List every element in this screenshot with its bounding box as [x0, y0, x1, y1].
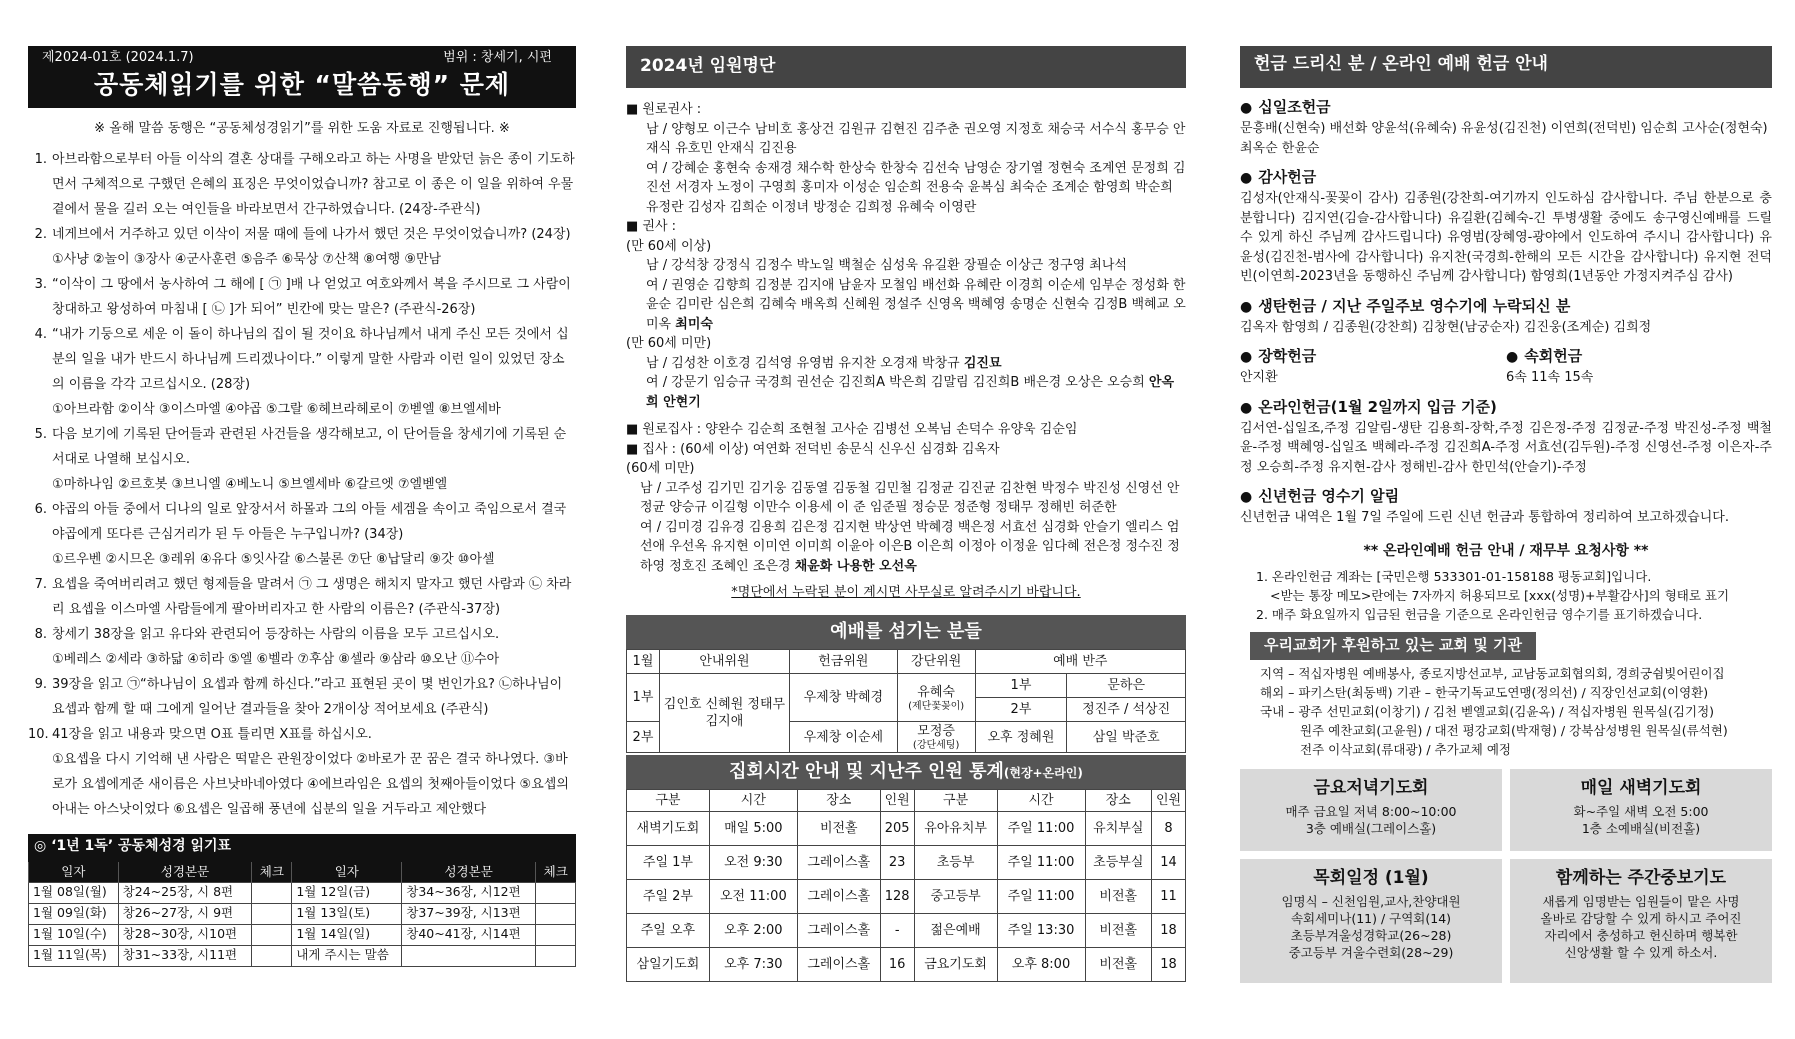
prayer-line: 신앙생활 할 수 있게 하소서. [1564, 944, 1718, 960]
wt-team-head: 예배 반주 [975, 650, 1185, 674]
question-number: 10. [28, 727, 49, 743]
table-row [29, 882, 576, 903]
stats-cell: 8 [1152, 812, 1186, 846]
stats-header-cell: 장소 [797, 790, 880, 812]
online-guide-line: <받는 통장 메모>란에는 7자까지 허용되므로 [xxx(성명)+부활감사]의 형태로 표기 [1270, 588, 1730, 603]
over60-label: (만 60세 이상) [626, 238, 712, 254]
online-heading-text: 온라인헌금(1월 2일까지 입금 기준) [1258, 397, 1497, 416]
support-line: 국내 – 광주 선민교회(이창기) / 김천 벧엘교회(김윤옥) / 적십자병원 원목실(김기정) [1260, 703, 1715, 719]
question-item [28, 622, 576, 672]
stats-cell: 주일 1부 [627, 846, 710, 880]
stats-header-cell: 구분 [914, 790, 997, 812]
question-number: 1. [34, 152, 47, 168]
question-text: “이삭이 그 땅에서 농사하여 그 해에 [ ㉠ ]배 나 얻었고 여호와께서 복을 주시므로 그 사람이 창대하고 왕성하여 마침내 [ ㉡ ]가 되어” 빈칸에 맞는 말은? (주관식-26장) [52, 277, 571, 318]
quiz-note: ※ 올해 말씀 동행은 “공동체성경읽기”를 위한 도움 자료로 진행됩니다. ※ [94, 121, 510, 136]
support-list [1240, 664, 1772, 759]
question-body [52, 572, 576, 622]
stats-cell: 16 [880, 948, 914, 982]
stats-cell: 젊은예배 [914, 914, 997, 948]
over60-female-new: 최미숙 [675, 316, 713, 332]
support-line: 전주 이삭교회(류대광) / 추가교체 예정 [1300, 741, 1511, 757]
stats-header-cell: 인원 [1152, 790, 1186, 812]
question-body [52, 622, 576, 672]
under60-label: (만 60세 미만) [626, 336, 712, 351]
question-options: ①르우벤 ②시므온 ③레위 ④유다 ⑤잇사갈 ⑥스불론 ⑦단 ⑧납달리 ⑨갓 ⑩아셀 [52, 552, 495, 568]
dawn-prayer-box [1510, 769, 1772, 851]
tithe-list: 문흥배(신현숙) 배선화 양윤석(유혜숙) 유윤성(김진천) 이연희(전덕빈) 임순희 고사순(정현숙) 최옥순 한윤순 [1240, 121, 1768, 156]
dawn-prayer-title: 매일 새벽기도회 [1580, 777, 1702, 798]
check-cell[interactable] [252, 945, 292, 966]
under60-female-names: 여 / 강문기 임승규 국경희 권선순 김진희A 박은희 김말림 김진희B 배은경 오상은 오승희 [646, 375, 1145, 390]
question-text: 네게브에서 거주하고 있던 이삭이 저물 때에 들에 나가서 했던 것은 무엇이었습니까? (24장) [52, 227, 571, 243]
stats-cell: 오후 2:00 [709, 914, 797, 948]
online-guide-line: 1. 온라인헌금 계좌는 [국민은행 533301-01-158188 평동교회]입니다. [1256, 569, 1652, 584]
table-row [627, 948, 1186, 982]
prayer-line: 올바로 감당할 수 있게 하시고 주어진 [1540, 910, 1742, 926]
birth-heading [1240, 295, 1772, 318]
stats-header-cell: 시간 [709, 790, 797, 812]
wt-offering-head: 헌금위원 [789, 650, 897, 674]
question-list [28, 147, 576, 822]
online-guide-title: ** 온라인예배 헌금 안내 / 재무부 요청사항 ** [1363, 542, 1649, 559]
question-options: ①아브라함 ②이삭 ③이스마엘 ④야곱 ⑤그랄 ⑥헤브라헤로이 ⑦벧엘 ⑧브엘세바 [52, 402, 501, 418]
question-body [52, 672, 576, 722]
over60-female [626, 276, 1186, 335]
check-cell[interactable] [536, 924, 576, 945]
question-item [28, 497, 576, 572]
deacons-female [626, 518, 1186, 577]
wt-altar2 [897, 722, 975, 753]
question-number: 8. [34, 627, 47, 643]
bullet-icon: ● [1240, 298, 1253, 315]
reading-header-cell: 일자 [292, 862, 402, 882]
over60-female-names: 여 / 권영순 김향희 김정분 김지애 남윤자 모철임 배선화 유혜란 이경희 이순세 임부순 정성화 한윤순 김미란 심은희 김혜숙 배옥희 신혜원 정설주 신영옥 백혜영 송명순 신현숙 김정B 백혜교 오미옥 [646, 277, 1186, 332]
stats-cell: 금요기도회 [914, 948, 997, 982]
online-list: 김서연-십일조,주정 김알림-생탄 김용희-장학,주정 김은정-주정 김정균-주정 박진성-주정 백철윤-주정 백혜영-십일조 백혜라-주정 김진희A-주정 서효선(김두원)-주정 신영선-주정 이은자-주정 오승희-주정 유지현-감사 정해빈-감사 한민석(안슬기)-주정 [1240, 420, 1772, 475]
wt-offering2: 우제창 이순세 [789, 722, 897, 753]
question-item [28, 672, 576, 722]
stats-title-small: (현장+온라인) [1003, 766, 1083, 781]
under60-male-names: 남 / 김성찬 이호경 김석영 유영범 유지찬 오경재 박창규 [646, 355, 960, 371]
wt-team3b: 삼일 박준호 [1067, 722, 1186, 753]
elder-deacons: ■ 원로집사 : 양완수 김순희 조현철 고사순 김병선 오복님 손덕수 유양욱 김순임 [626, 422, 1078, 437]
wt-team2a: 2부 [975, 698, 1067, 722]
reading-cell: 1월 13일(토) [292, 903, 402, 924]
stats-cell: 주일 11:00 [997, 880, 1085, 914]
reading-header-cell: 성경본문 [402, 862, 536, 882]
stats-cell: 주일 2부 [627, 880, 710, 914]
question-number: 4. [34, 327, 47, 343]
birth-heading-text: 생탄헌금 / 지난 주일주보 영수기에 누락되신 분 [1258, 296, 1571, 315]
prayer-line: 새롭게 임명받는 임원들이 맡은 사명 [1542, 893, 1740, 909]
stats-cell: 비전홀 [1085, 880, 1152, 914]
stats-cell: 중고등부 [914, 880, 997, 914]
reading-header-cell: 체크 [536, 862, 576, 882]
question-number: 2. [34, 227, 47, 243]
support-line: 지역 – 적십자병원 예배봉사, 종로지방선교부, 교남동교회협의회, 경희궁쉼빛어린이집 [1260, 665, 1725, 681]
check-cell[interactable] [252, 924, 292, 945]
question-number: 3. [34, 277, 47, 293]
reading-cell: 1월 11일(목) [29, 945, 119, 966]
question-item [28, 572, 576, 622]
stats-title [626, 755, 1186, 789]
wt-row2: 2부 [627, 722, 660, 753]
deacons-label: ■ 집사 : (60세 이상) 여연화 전덕빈 송문식 신우신 심경화 김옥자 [626, 441, 1000, 457]
stats-cell: 초등부 [914, 846, 997, 880]
table-row [627, 880, 1186, 914]
dawn-prayer-line: 화~주일 새벽 오전 5:00 [1573, 803, 1709, 819]
table-row [627, 812, 1186, 846]
reading-cell: 1월 10일(수) [29, 924, 119, 945]
bullet-icon: ● [1506, 349, 1519, 365]
question-text: 야곱의 아들 중에서 디나의 일로 앞장서서 하몰과 그의 아들 세겜을 속이고 죽임으로서 결국 야곱에게 또다른 근심거리가 된 두 아들은 누구입니까? (34장) [52, 502, 567, 543]
question-text: “내가 기둥으로 세운 이 돌이 하나님의 집이 될 것이요 하나님께서 내게 주신 모든 것에서 십분의 일을 내가 반드시 하나님께 드리겠나이다.” 이렇게 말한 사람과 이런 일이 있었던 장소의 이름을 각각 고르십시오. (28장) [52, 327, 569, 393]
stats-cell: 유치부실 [1085, 812, 1152, 846]
reading-cell: 1월 12일(금) [292, 882, 402, 903]
stats-cell: 그레이스홀 [797, 880, 880, 914]
reading-cell: 창40~41장, 시14편 [402, 924, 536, 945]
question-text: 창세기 38장을 읽고 유다와 관련되어 등장하는 사람의 이름을 모두 고르십시오. [52, 627, 500, 643]
stats-cell: 주일 오후 [627, 914, 710, 948]
question-number: 5. [34, 427, 47, 443]
stats-cell: 128 [880, 880, 914, 914]
thanks-list: 김성자(안재식-꽃꽂이 감사) 김종원(강찬희-여기까지 인도하심 감사합니다. 주님 한분으로 충분합니다) 김지연(김슬-감사합니다) 유길환(김혜숙-긴 투병생활 중에도 송구영신예배를 드릴 수 있게 하신 주님께 감사드립니다) 유영범(장혜영-광야에서 인도하여 주시니 감사합니다) 유윤성(김진천-범사에 감사합니다) 유지찬(국경희-한해의 모든 시간을 감사합니다) 유지현 전덕빈(이연희-2023년을 동행하신 주님께 감사합니다) 함영희(1년동안 가정지켜주심 감사) [1240, 191, 1772, 284]
stats-cell: 그레이스홀 [797, 948, 880, 982]
quiz-header [28, 46, 576, 108]
question-body [52, 322, 576, 422]
stats-cell: 삼일기도회 [627, 948, 710, 982]
reading-cell: 창24~25장, 시 8편 [118, 882, 252, 903]
friday-prayer-title: 금요저녁기도회 [1313, 777, 1429, 798]
question-options: ①사냥 ②놀이 ③장사 ④군사훈련 ⑤음주 ⑥묵상 ⑦산책 ⑧여행 ⑨만남 [52, 252, 442, 268]
friday-prayer-line: 3층 예배실(그레이스홀) [1305, 820, 1437, 836]
question-item [28, 422, 576, 497]
wt-altar2-name: 모정증 [917, 724, 955, 740]
cell-offering-heading-text: 속회헌금 [1524, 347, 1583, 365]
question-options: ①요셉을 다시 기억해 낸 사람은 떡맡은 관원장이었다 ②바로가 꾼 꿈은 결국 하나였다. ③바로가 요셉에게준 새이름은 사브낫바네아였다 ④에브라임은 요셉의 첫째아들이었다 ⑤요셉의 아내는 아스낫이었다 ⑥요셉은 일곱해 풍년에 십분의 일을 거두라고 제안했다 [52, 752, 569, 818]
stats-cell: 그레이스홀 [797, 846, 880, 880]
reading-cell: 창26~27장, 시 9편 [118, 903, 252, 924]
reading-cell: 창28~30장, 시10편 [118, 924, 252, 945]
reading-cell: 창37~39장, 시13편 [402, 903, 536, 924]
officers-header: 2024년 임원명단 [626, 46, 1186, 88]
bullet-icon: ● [1240, 100, 1253, 116]
stats-cell: - [880, 914, 914, 948]
stats-table [626, 789, 1186, 982]
table-row [29, 924, 576, 945]
schedule-line: 임명식 – 신천임원,교사,찬양대원 [1281, 893, 1461, 909]
over60-male: 남 / 강석창 강정식 김정수 박노일 백철순 심성욱 유길환 장필순 이상근 정구영 최나석 [646, 258, 1127, 273]
deacons-female-names: 여 / 김미경 김유경 김용희 김은정 김지현 박상연 박혜경 백은정 서효선 심경화 안슬기 엘리스 엄선애 우선옥 유지현 이미연 이미희 이윤아 이은B 이은희 이정아 이정윤 임다혜 전은정 정수진 정하영 정호진 조혜인 조은경 [640, 519, 1180, 574]
quiz-title: 공동체읽기를 위한 “말씀동행” 문제 [93, 70, 511, 99]
stats-cell: 주일 13:30 [997, 914, 1085, 948]
reading-cell: 1월 14일(일) [292, 924, 402, 945]
stats-cell: 205 [880, 812, 914, 846]
stats-title-text: 집회시간 안내 및 지난주 인원 통계 [729, 761, 1004, 783]
officers-list [626, 100, 1186, 576]
online-heading [1240, 396, 1772, 419]
question-options: ①마하나임 ②르호봇 ③브니엘 ④베노니 ⑤브엘세바 ⑥갈르엣 ⑦엘벧엘 [52, 477, 448, 493]
weekly-prayer-title: 함께하는 주간중보기도 [1555, 867, 1727, 888]
table-row [29, 903, 576, 924]
stats-cell: 주일 11:00 [997, 812, 1085, 846]
wt-altar1-name: 유혜숙 [917, 684, 955, 700]
stats-cell: 오전 11:00 [709, 880, 797, 914]
under60b-label: (60세 미만) [626, 461, 695, 476]
question-text: 요셉을 죽여버리려고 했던 형제들을 말려서 ㉠ 그 생명은 해치지 말자고 했던 사람과 ㉡ 차라리 요셉을 이스마엘 사람들에게 팔아버리자고 한 사람의 이름은? (주관식-37장) [52, 577, 572, 618]
thanks-heading [1240, 166, 1772, 189]
gwonsa-label: ■ 권사 : [626, 219, 677, 234]
issue-number: 제2024-01호 (2024.1.7) [42, 50, 194, 65]
under60-male [626, 354, 1186, 374]
officers-column [626, 46, 1186, 982]
question-item [28, 222, 576, 272]
online-guide-line: 2. 매주 화요일까지 입금된 헌금을 기준으로 온라인헌금 영수기를 표기하겠습니다. [1256, 607, 1703, 622]
quiz-column [28, 46, 576, 967]
stats-cell: 비전홀 [1085, 914, 1152, 948]
reading-header-cell: 일자 [29, 862, 119, 882]
wt-row1: 1부 [627, 674, 660, 722]
reading-cell: 창31~33장, 시11편 [118, 945, 252, 966]
stats-cell: 오전 9:30 [709, 846, 797, 880]
reading-plan-table [28, 862, 576, 967]
under60-female-new: 안옥희 안현기 [646, 375, 1175, 410]
question-options: ①베레스 ②세라 ③하닯 ④히라 ⑤엘 ⑥벨라 ⑦후삼 ⑧셀라 ⑨삼라 ⑩오난 ⑪수아 [52, 652, 500, 668]
question-text: 39장을 읽고 ㉠“하나님이 요셉과 함께 하신다.”라고 표현된 곳이 몇 번인가요? ㉡하나님이 요셉과 함께 할 때 그에게 일어난 결과들을 찾아 2개이상 적어보세요 (주관식) [52, 677, 563, 718]
offering-header: 헌금 드리신 분 / 온라인 예배 헌금 안내 [1240, 46, 1772, 88]
question-item [28, 322, 576, 422]
under60-female [626, 373, 1186, 412]
reading-header-cell: 체크 [252, 862, 292, 882]
under60-male-new: 김진묘 [963, 355, 1002, 371]
wt-team1b: 문하은 [1067, 674, 1186, 698]
reading-cell: 창34~36장, 시12편 [402, 882, 536, 903]
question-body [52, 272, 576, 322]
stats-header-cell: 장소 [1085, 790, 1152, 812]
prayer-line: 자리에서 충성하고 헌신하며 행복한 [1544, 927, 1738, 943]
support-line: 해외 – 파키스탄(최동백) 기관 – 한국기독교도연맹(정의선) / 직장인선교회(이영환) [1260, 684, 1709, 700]
stats-header-cell: 인원 [880, 790, 914, 812]
question-item [28, 147, 576, 222]
question-item [28, 722, 576, 822]
stats-cell: 오후 7:30 [709, 948, 797, 982]
stats-cell: 비전홀 [1085, 948, 1152, 982]
wt-team3a: 오후 정혜원 [975, 722, 1067, 753]
stats-cell: 18 [1152, 948, 1186, 982]
reading-cell: 내게 주시는 말씀 [292, 945, 402, 966]
reading-range: 범위 : 창세기, 시편 [443, 50, 552, 65]
reading-cell: 1월 08일(월) [29, 882, 119, 903]
pastoral-schedule-box [1240, 859, 1502, 983]
weekly-prayer-box [1510, 859, 1772, 983]
reading-plan-title: ◎ ‘1년 1독’ 공동체성경 읽기표 [28, 834, 576, 862]
stats-cell: 그레이스홀 [797, 914, 880, 948]
wt-altar1 [897, 674, 975, 722]
question-body [52, 722, 576, 822]
table-row [627, 846, 1186, 880]
scholarship-row [1240, 337, 1772, 388]
stats-cell: 새벽기도회 [627, 812, 710, 846]
support-title: 우리교회가 후원하고 있는 교회 및 기관 [1250, 632, 1536, 660]
thanks-heading-text: 감사헌금 [1258, 168, 1317, 186]
stats-cell: 비전홀 [797, 812, 880, 846]
scholarship-list: 안지환 [1240, 370, 1278, 385]
tithe-heading-text: 십일조헌금 [1258, 98, 1331, 116]
stats-cell: 매일 5:00 [709, 812, 797, 846]
stats-cell: 유아유치부 [914, 812, 997, 846]
stats-cell: 23 [880, 846, 914, 880]
wt-month: 1월 [627, 650, 660, 674]
friday-prayer-box [1240, 769, 1502, 851]
deacons-male: 남 / 고주성 김기민 김기웅 김동열 김동철 김민철 김정균 김진균 김찬현 박정수 박진성 신영선 안정균 양승규 이길형 이만수 이용세 이 준 임준필 정승문 정준형 정태무 정해빈 허준한 [640, 480, 1180, 515]
stats-cell: 14 [1152, 846, 1186, 880]
elders-female: 여 / 강혜순 홍현숙 송재경 채수학 한상숙 한창숙 김선숙 남영순 장기열 정현숙 조계연 문정희 김진선 서경자 노정이 구영희 홍미자 이성순 임순희 전용숙 윤복심 최숙순 조계순 함영희 박순희 유정란 김성자 김희순 이정녀 방정순 김희정 유혜숙 이영란 [646, 160, 1186, 215]
scholarship-heading-text: 장학헌금 [1258, 347, 1317, 365]
newyear-heading [1240, 485, 1772, 508]
bullet-icon: ● [1240, 349, 1253, 365]
question-number: 9. [34, 677, 47, 693]
tithe-heading [1240, 96, 1772, 119]
wt-altar2-sub: (강단세팅) [912, 740, 960, 752]
wt-offering1: 우제창 박혜경 [789, 674, 897, 722]
wt-altar1-sub: (제단꽃꽂이) [908, 700, 965, 712]
question-number: 7. [34, 577, 47, 593]
stats-header-cell: 시간 [997, 790, 1085, 812]
info-boxes [1240, 769, 1772, 983]
cell-offering-heading [1506, 345, 1772, 368]
elders-label: ■ 원로권사 : [626, 102, 702, 117]
support-line: 원주 예찬교회(고윤원) / 대전 평강교회(박재형) / 강북삼성병원 원목실(류석현) [1300, 722, 1728, 738]
friday-prayer-line: 매주 금요일 저녁 8:00~10:00 [1285, 803, 1457, 819]
question-body [52, 222, 576, 272]
schedule-line: 중고등부 겨울수련회(28~29) [1288, 944, 1454, 960]
stats-cell: 오후 8:00 [997, 948, 1085, 982]
missing-note: *명단에서 누락된 분이 계시면 사무실로 알려주시기 바랍니다. [731, 585, 1081, 600]
check-cell[interactable] [536, 903, 576, 924]
worship-servers-table [626, 649, 1186, 753]
worship-servers-title: 예배를 섬기는 분들 [626, 615, 1186, 649]
schedule-line: 속회세미나(11) / 구역회(14) [1290, 910, 1452, 926]
deacons-female-new: 채윤화 나용한 오선옥 [794, 558, 917, 574]
birth-list: 김옥자 함영희 / 김종원(강찬희) 김창현(남궁순자) 김진웅(조계순) 김희정 [1240, 319, 1652, 335]
newyear-heading-text: 신년헌금 영수기 알림 [1258, 487, 1400, 505]
reading-plan [28, 834, 576, 967]
reading-cell [402, 945, 536, 966]
table-row [627, 914, 1186, 948]
reading-header-cell: 성경본문 [118, 862, 252, 882]
check-cell[interactable] [536, 945, 576, 966]
pastoral-schedule-title: 목회일정 (1월) [1313, 867, 1429, 888]
question-number: 6. [34, 502, 47, 518]
wt-team2b: 정진주 / 석상진 [1067, 698, 1186, 722]
check-cell[interactable] [536, 882, 576, 903]
table-row [29, 945, 576, 966]
scholarship-heading [1240, 345, 1506, 368]
question-text: 다음 보기에 기록된 단어들과 관련된 사건들을 생각해보고, 이 단어들을 창세기에 기록된 순서대로 나열해 보십시오. [52, 427, 567, 468]
elders-male: 남 / 양형모 이근수 남비호 홍상건 김원규 김현진 김주춘 권오영 지정호 채승국 서수식 홍무승 안재식 유호민 안재식 김진용 [646, 121, 1186, 156]
stats-cell: 18 [1152, 914, 1186, 948]
cell-offering-list: 6속 11속 15속 [1506, 370, 1594, 385]
bullet-icon: ● [1240, 399, 1253, 416]
question-body [52, 422, 576, 497]
dawn-prayer-line: 1층 소예배실(비전홀) [1581, 820, 1701, 836]
wt-guide-head: 안내위원 [659, 650, 789, 674]
reading-cell: 1월 09일(화) [29, 903, 119, 924]
question-text: 41장을 읽고 내용과 맞으면 O표 틀리면 X표를 하십시오. [52, 727, 372, 743]
online-guide [1240, 567, 1772, 624]
question-text: 아브라함으로부터 아들 이삭의 결혼 상대를 구해오라고 하는 사명을 받았던 늙은 종이 기도하면서 구체적으로 구했던 은혜의 표징은 무엇이었습니까? 참고로 이 종은 이 일을 위하여 우물곁에서 물을 길러 오는 여인들을 바라보면서 간구하였습니다. (24장-주관식) [52, 152, 575, 218]
check-cell[interactable] [252, 882, 292, 903]
question-body [52, 497, 576, 572]
check-cell[interactable] [252, 903, 292, 924]
stats-cell: 초등부실 [1085, 846, 1152, 880]
stats-header-cell: 구분 [627, 790, 710, 812]
offering-column [1240, 46, 1772, 983]
bullet-icon: ● [1240, 489, 1253, 505]
stats-cell: 11 [1152, 880, 1186, 914]
newyear-text: 신년헌금 내역은 1월 7일 주일에 드린 신년 헌금과 통합하여 정리하여 보고하겠습니다. [1240, 510, 1729, 525]
wt-altar-head: 강단위원 [897, 650, 975, 674]
question-item [28, 272, 576, 322]
schedule-line: 초등부겨울성경학교(26~28) [1290, 927, 1452, 943]
stats-cell: 주일 11:00 [997, 846, 1085, 880]
bullet-icon: ● [1240, 170, 1253, 186]
wt-guide: 김인호 신혜원 정태무 김지애 [659, 674, 789, 753]
wt-team1a: 1부 [975, 674, 1067, 698]
question-body [52, 147, 576, 222]
